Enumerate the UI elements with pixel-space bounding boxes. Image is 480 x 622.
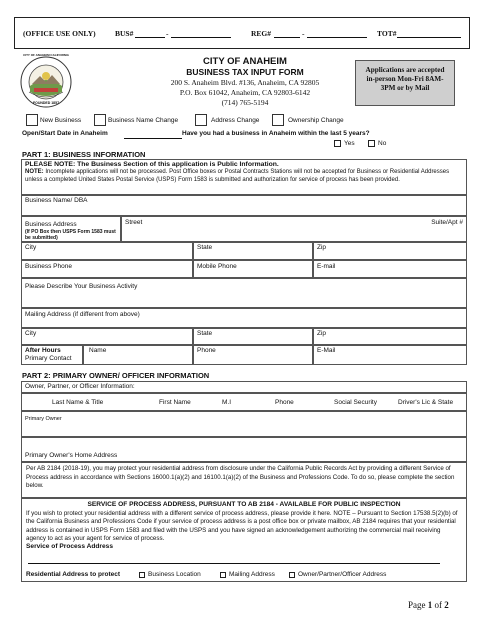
mobile-phone-field[interactable]: [193, 260, 313, 278]
primary-owner-row[interactable]: [21, 411, 467, 437]
zip-field[interactable]: [313, 242, 467, 260]
col-drivers-license: Driver's Lic & State: [398, 399, 454, 406]
mailing-city-field[interactable]: [21, 328, 193, 345]
name-change-label: Business Name Change: [108, 117, 179, 124]
form-title: BUSINESS TAX INPUT FORM: [186, 67, 304, 77]
mailing-zip-label: Zip: [317, 330, 327, 337]
col-mi: M.I: [222, 399, 232, 406]
suite-label: Suite/Apt #: [431, 219, 463, 226]
contact-name-label: Name: [89, 347, 107, 354]
page-of: of: [432, 600, 445, 610]
business-name-field[interactable]: [21, 195, 467, 216]
hours-notice-text: Applications are accepted in-person Mon-Fri 8AM-3PM or by Mail: [365, 66, 445, 92]
business-address-label: Business Address: [25, 221, 77, 228]
city-seal-logo: [20, 53, 72, 108]
email-field[interactable]: [313, 260, 467, 278]
business-phone-label: Business Phone: [25, 263, 72, 270]
bus-number-label: BUS#: [115, 29, 134, 38]
tot-number-field[interactable]: [397, 29, 461, 38]
col-social-security: Social Security: [334, 399, 377, 406]
office-phone: (714) 765-5194: [221, 98, 269, 107]
seal-text-bottom: FOUNDED 1857: [32, 101, 60, 105]
business-address-label-cell: [21, 216, 121, 242]
service-of-process-text: If you wish to protect your residential address with a different service of process address, please provide it here. NOTE – Pursuant to Section 17538.5(2)(b) of the California Business and Professions Code if your service of process address is a post office box or private mailbox, AB 2184 requires that your residential address is contained in USPS Form 1583 and filed with the USPS and you have signed an acknowledgement authorizing the commercial mail receiving agency to act as your agent for service of process.: [26, 509, 458, 542]
after-hours-label: After Hours: [25, 347, 61, 354]
contact-email-field[interactable]: [313, 345, 467, 365]
contact-name-field[interactable]: [83, 345, 193, 365]
state-label: State: [197, 244, 213, 251]
page-current: 1: [427, 600, 433, 610]
address-change-label: Address Change: [211, 117, 260, 124]
reg-number-dash: -: [302, 29, 305, 38]
business-activity-field[interactable]: [21, 278, 467, 308]
street-label: Street: [125, 219, 143, 226]
business-name-label: Business Name/ DBA: [25, 197, 88, 204]
note-label: NOTE:: [25, 169, 44, 176]
part1-title: PART 1: BUSINESS INFORMATION: [22, 150, 146, 159]
service-address-label: Service of Process Address: [26, 543, 113, 551]
service-address-field[interactable]: [28, 563, 440, 564]
col-phone: Phone: [275, 399, 294, 406]
business-location-label: Business Location: [148, 571, 201, 578]
public-info-notice: PLEASE NOTE: The Business Section of this application is Public Information.: [25, 161, 279, 168]
page-prefix: Page: [408, 600, 428, 610]
prior-business-options: [334, 140, 424, 149]
reg-number-label: REG#: [251, 29, 272, 38]
new-business-checkbox[interactable]: [26, 114, 38, 126]
business-phone-field[interactable]: [21, 260, 193, 278]
hours-notice-box: [355, 60, 455, 106]
reg-number-field-1[interactable]: [274, 29, 300, 38]
mailing-state-field[interactable]: [193, 328, 313, 345]
owner-home-address-field[interactable]: [21, 437, 467, 462]
prior-business-yes-checkbox[interactable]: [334, 140, 341, 147]
business-activity-label: Please Describe Your Business Activity: [25, 283, 138, 290]
reg-number-field-2[interactable]: [307, 29, 367, 38]
new-business-label: New Business: [40, 117, 82, 124]
zip-label: Zip: [317, 244, 327, 251]
page-total: 2: [444, 600, 449, 610]
prior-business-yes-label: Yes: [344, 140, 355, 147]
prior-business-no-checkbox[interactable]: [368, 140, 375, 147]
prior-business-question: Have you had a business in Anaheim within the last 5 years?: [182, 130, 370, 137]
incomplete-note: [25, 169, 463, 184]
mailing-zip-field[interactable]: [313, 328, 467, 345]
owner-address-checkbox[interactable]: [289, 572, 295, 578]
residential-protect-row: [26, 571, 456, 580]
office-use-bar: [14, 17, 470, 49]
office-address: 200 S. Anaheim Blvd. #136, Anaheim, CA 92805: [170, 78, 320, 87]
owner-info-label: Owner, Partner, or Officer Information:: [25, 383, 135, 390]
bus-number-dash: -: [166, 29, 169, 38]
city-label: City: [25, 244, 37, 251]
po-box-note: (If PO Box then USPS Form 1583 must be submitted): [25, 229, 116, 241]
note-text: Incomplete applications will not be processed. Post Office boxes or Postal Contracts Stations will not be accepted for Business or Residential Addresses unless a completed United States Postal Service (USPS) Form 1583 is submitted and authorization for service of process has been provided.: [25, 169, 450, 183]
owner-info-header: [21, 381, 467, 393]
mailing-address-checkbox[interactable]: [220, 572, 226, 578]
ownership-change-checkbox[interactable]: [272, 114, 284, 126]
primary-contact-label: Primary Contact: [25, 355, 72, 362]
bus-number-field-1[interactable]: [135, 29, 165, 38]
open-date-label: Open/Start Date in Anaheim: [22, 130, 108, 137]
open-date-row: [22, 130, 468, 140]
mailing-address-label: Mailing Address (if different from above): [25, 311, 140, 318]
office-use-label: (OFFICE USE ONLY): [23, 29, 96, 38]
contact-email-label: E-Mail: [317, 347, 336, 354]
bus-number-field-2[interactable]: [171, 29, 231, 38]
primary-owner-label: Primary Owner: [25, 416, 62, 422]
residential-protect-label: Residential Address to protect: [26, 571, 121, 578]
part1-notice: [21, 159, 467, 195]
mailing-address-option-label: Mailing Address: [229, 571, 275, 578]
col-last-name: Last Name & Title: [52, 399, 104, 406]
contact-phone-label: Phone: [197, 347, 216, 354]
after-hours-label-cell: [21, 345, 83, 365]
seal-text-top: CITY OF ANAHEIM CALIFORNIA: [23, 53, 69, 57]
street-field[interactable]: [121, 216, 467, 242]
mailing-state-label: State: [197, 330, 213, 337]
address-change-checkbox[interactable]: [195, 114, 207, 126]
state-field[interactable]: [193, 242, 313, 260]
mailing-city-label: City: [25, 330, 37, 337]
service-of-process-box: [21, 498, 467, 582]
part2-title: PART 2: PRIMARY OWNER/ OFFICER INFORMATION: [22, 371, 210, 380]
city-field[interactable]: [21, 242, 193, 260]
ownership-change-label: Ownership Change: [288, 117, 344, 124]
tot-number-label: TOT#: [377, 29, 397, 38]
col-first-name: First Name: [159, 399, 191, 406]
page-number: [408, 600, 468, 611]
contact-phone-field[interactable]: [193, 345, 313, 365]
name-change-checkbox[interactable]: [94, 114, 106, 126]
owner-home-address-label: Primary Owner's Home Address: [25, 452, 118, 459]
email-label: E-mail: [317, 263, 336, 270]
ab2184-text: Per AB 2184 (2018-19), you may protect your residential address from disclosure under the California Public Records Act by providing a different Service of Process address in accordance with Sections 16000.1(a)(2) and 16100.1(a)(2) of the Business and Professions Code. To do so, please complete the section below.: [26, 465, 455, 489]
service-of-process-title: SERVICE OF PROCESS ADDRESS, PURSUANT TO AB 2184 - AVAILABLE FOR PUBLIC INSPECTION: [87, 501, 401, 508]
business-location-checkbox[interactable]: [139, 572, 145, 578]
mobile-phone-label: Mobile Phone: [197, 263, 237, 270]
city-name: CITY OF ANAHEIM: [203, 56, 287, 67]
open-date-field[interactable]: [124, 130, 182, 139]
application-type-row: [26, 114, 466, 127]
owner-address-label: Owner/Partner/Officer Address: [298, 571, 387, 578]
mailing-address-field[interactable]: [21, 308, 467, 328]
po-box-address: P.O. Box 61042, Anaheim, CA 92803-6142: [179, 88, 311, 97]
prior-business-no-label: No: [378, 140, 387, 147]
form-header: [150, 56, 340, 108]
ab2184-text-box: [21, 462, 467, 498]
owner-columns-row: [21, 393, 467, 411]
